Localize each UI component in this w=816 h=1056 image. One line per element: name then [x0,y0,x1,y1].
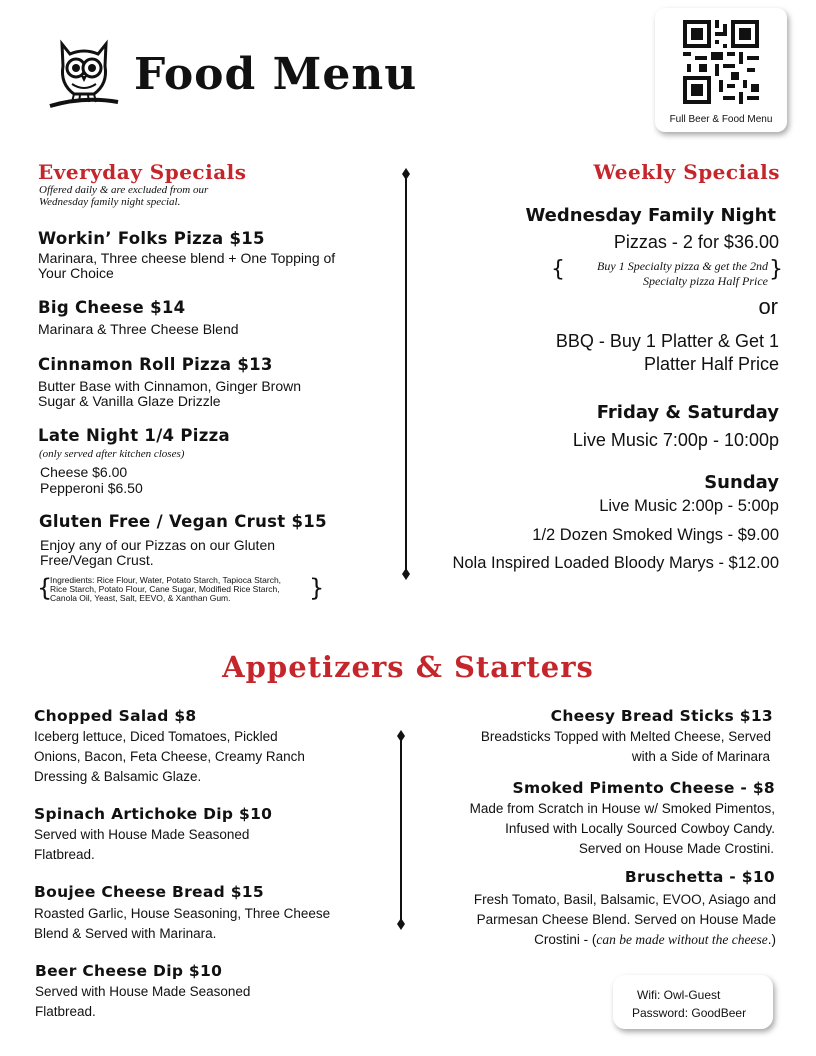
appetizer-desc: Made from Scratch in House w/ Smoked Pimentos, [469,801,775,816]
wednesday-note-line2: Specialty pizza Half Price [643,274,768,288]
appetizer-desc: Parmesan Cheese Blend. Served on House Made [476,912,776,927]
wifi-card [613,975,773,1029]
everyday-specials-title: Everyday Specials [38,160,247,184]
appetizer-title: Beer Cheese Dip $10 [35,962,223,980]
desc-italic-note: can be made without the cheese [596,932,768,947]
appetizer-title: Boujee Cheese Bread $15 [34,883,264,901]
qr-code-icon [683,20,759,104]
appetizer-desc: Roasted Garlic, House Seasoning, Three Cheese [34,906,331,921]
menu-item-desc: Cheese $6.00 [40,464,128,480]
ingredients-line3: Canola Oil, Yeast, Salt, EEVO, & Xanthan Gum. [50,593,231,603]
bbq-line1: BBQ - Buy 1 Platter & Get 1 [555,331,779,351]
appetizer-desc: Served on House Made Crostini. [578,841,774,856]
appetizer-desc: Fresh Tomato, Basil, Balsamic, EVOO, Asiago and [473,892,776,907]
menu-item-title: Workin’ Folks Pizza $15 [38,229,265,248]
appetizer-desc: Breadsticks Topped with Melted Cheese, Served [480,729,771,744]
appetizer-desc: Flatbread. [35,1004,96,1019]
left-brace-icon: { [37,574,53,602]
appetizer-desc: Iceberg lettuce, Diced Tomatoes, Pickled [34,729,278,744]
friday-music: Live Music 7:00p - 10:00p [572,430,779,450]
column-divider [400,168,412,580]
left-brace-icon: { [551,257,565,282]
sunday-bloody: Nola Inspired Loaded Bloody Marys - $12.00 [452,554,779,572]
wifi-network: Wifi: Owl-Guest [637,988,721,1002]
appetizer-desc: Blend & Served with Marinara. [34,926,217,941]
appetizer-title: Spinach Artichoke Dip $10 [34,805,273,823]
page-title: Food Menu [134,49,418,100]
menu-item-desc: Butter Base with Cinnamon, Ginger Brown [38,378,302,394]
appetizer-desc: Dressing & Balsamic Glaze. [34,769,202,784]
appetizer-desc: Served with House Made Seasoned [34,827,250,842]
appetizer-title: Smoked Pimento Cheese - $8 [512,779,775,797]
appetizers-title: Appetizers & Starters [222,650,594,684]
bbq-line2: Platter Half Price [643,354,779,374]
wednesday-note-line1: Buy 1 Specialty pizza & get the 2nd [597,259,768,273]
appetizer-desc: with a Side of Marinara [631,749,770,764]
right-brace-icon: } [309,574,325,602]
menu-item-title: Late Night 1/4 Pizza [38,426,230,445]
wednesday-offer: Pizzas - 2 for $36.00 [613,232,779,252]
wifi-password: Password: GoodBeer [632,1006,747,1020]
menu-item-title: Gluten Free / Vegan Crust $15 [39,512,327,531]
appetizer-desc: Served with House Made Seasoned [35,984,251,999]
everyday-note-line1: Offered daily & are excluded from our [39,184,209,196]
qr-card[interactable] [655,8,787,132]
appetizer-desc [534,930,776,950]
appetizer-title: Cheesy Bread Sticks $13 [550,707,773,725]
brand-header [48,34,417,115]
wednesday-title: Wednesday Family Night [525,205,776,226]
ingredients-line1: Ingredients: Rice Flour, Water, Potato Starch, Tapioca Starch, [50,575,282,585]
menu-item-desc: Free/Vegan Crust. [40,552,154,568]
menu-item-desc: Sugar & Vanilla Glaze Drizzle [38,393,221,409]
owl-icon [48,34,120,115]
menu-item-desc: Your Choice [38,265,114,281]
or-separator: or [758,294,778,319]
column-divider [395,730,407,930]
menu-item-title: Big Cheese $14 [38,298,186,317]
friday-title: Friday & Saturday [596,402,779,423]
menu-item-desc: Marinara & Three Cheese Blend [38,321,239,337]
everyday-note-line2: Wednesday family night special. [39,196,181,208]
menu-item-desc: Enjoy any of our Pizzas on our Gluten [40,537,276,553]
right-brace-icon: } [769,257,783,282]
sunday-music: Live Music 2:00p - 5:00p [599,497,779,515]
weekly-specials-title: Weekly Specials [593,160,780,184]
appetizer-title: Bruschetta - $10 [624,868,775,886]
menu-item-desc: Marinara, Three cheese blend + One Topping of [38,250,336,266]
appetizer-title: Chopped Salad $8 [34,707,197,725]
desc-text: Crostini - ( [534,932,597,947]
appetizer-desc: Flatbread. [34,847,95,862]
sunday-title: Sunday [704,472,779,493]
menu-item-title: Cinnamon Roll Pizza $13 [38,355,273,374]
menu-item-note: (only served after kitchen closes) [39,448,185,460]
desc-text: .) [767,932,776,947]
ingredients-line2: Rice Starch, Potato Flour, Cane Sugar, Modified Rice Starch, [50,584,280,594]
qr-caption: Full Beer & Food Menu [669,114,773,125]
sunday-wings: 1/2 Dozen Smoked Wings - $9.00 [532,526,779,544]
menu-item-desc: Pepperoni $6.50 [40,480,143,496]
appetizer-desc: Infused with Locally Sourced Cowboy Candy. [505,821,775,836]
appetizer-desc: Onions, Bacon, Feta Cheese, Creamy Ranch [34,749,305,764]
